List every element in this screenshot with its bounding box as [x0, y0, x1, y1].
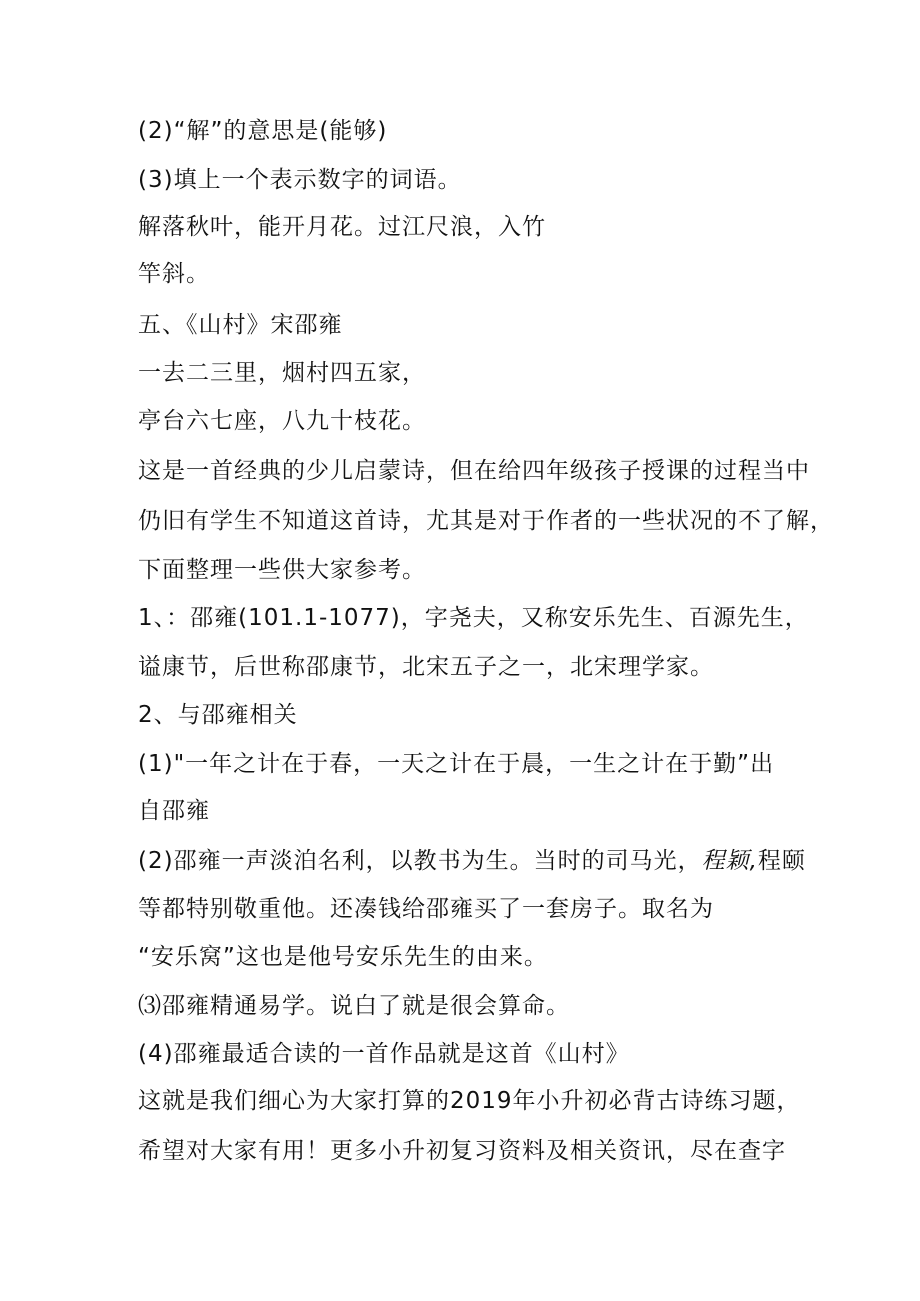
text-line-12: 谥康节，后世称邵康节，北宋五子之一，北宋理学家。	[138, 654, 714, 680]
text-line-4: 竿斜。	[138, 261, 210, 287]
text-line-1: (2)“解”的意思是(能够)	[138, 118, 388, 144]
text-line-21: 这就是我们细心为大家打算的2019年小升初必背古诗练习题，	[138, 1088, 801, 1114]
text-line-3: 解落秋叶，能开月花。过江尺浪，入竹	[138, 214, 546, 240]
text-line-8: 这是一首经典的少儿启蒙诗，但在给四年级孩子授课的过程当中	[138, 458, 810, 484]
text-line-9: 仍旧有学生不知道这首诗，尤其是对于作者的一些状况的不了解，	[138, 508, 834, 534]
text-line-16-main: (2)邵雍一声淡泊名利，以教书为生。当时的司马光，	[138, 848, 702, 874]
text-line-16-tail: 程颐	[757, 848, 806, 874]
text-line-17: 等都特别敬重他。还凑钱给邵雍买了一套房子。取名为	[138, 896, 714, 922]
text-line-18: “安乐窝”这也是他号安乐先生的由来。	[138, 944, 548, 970]
section-heading-shancun: 五、《山村》宋邵雍	[138, 312, 343, 338]
text-line-13: 2、与邵雍相关	[138, 702, 298, 728]
poem-line-1: 一去二三里，烟村四五家，	[138, 360, 426, 386]
text-line-2: (3)填上一个表示数字的词语。	[138, 167, 462, 193]
text-line-11: 1、：邵雍(101.1-1077)，字尧夫，又称安乐先生、百源先生，	[138, 605, 809, 631]
text-line-20: (4)邵雍最适合读的一首作品就是这首《山村》	[138, 1041, 630, 1067]
text-line-16-italic: 程颖,	[701, 848, 758, 874]
text-line-19: ⑶邵雍精通易学。说白了就是很会算命。	[138, 993, 570, 1019]
text-line-15: 自邵雍	[138, 798, 210, 824]
text-line-22: 希望对大家有用！更多小升初复习资料及相关资讯，尽在查字	[138, 1138, 786, 1164]
text-line-14: (1)"一年之计在于春，一天之计在于晨，一生之计在于勤”出	[138, 751, 775, 777]
text-line-16	[138, 846, 806, 876]
poem-line-2: 亭台六七座，八九十枝花。	[138, 408, 426, 434]
text-line-10: 下面整理一些供大家参考。	[138, 557, 426, 583]
